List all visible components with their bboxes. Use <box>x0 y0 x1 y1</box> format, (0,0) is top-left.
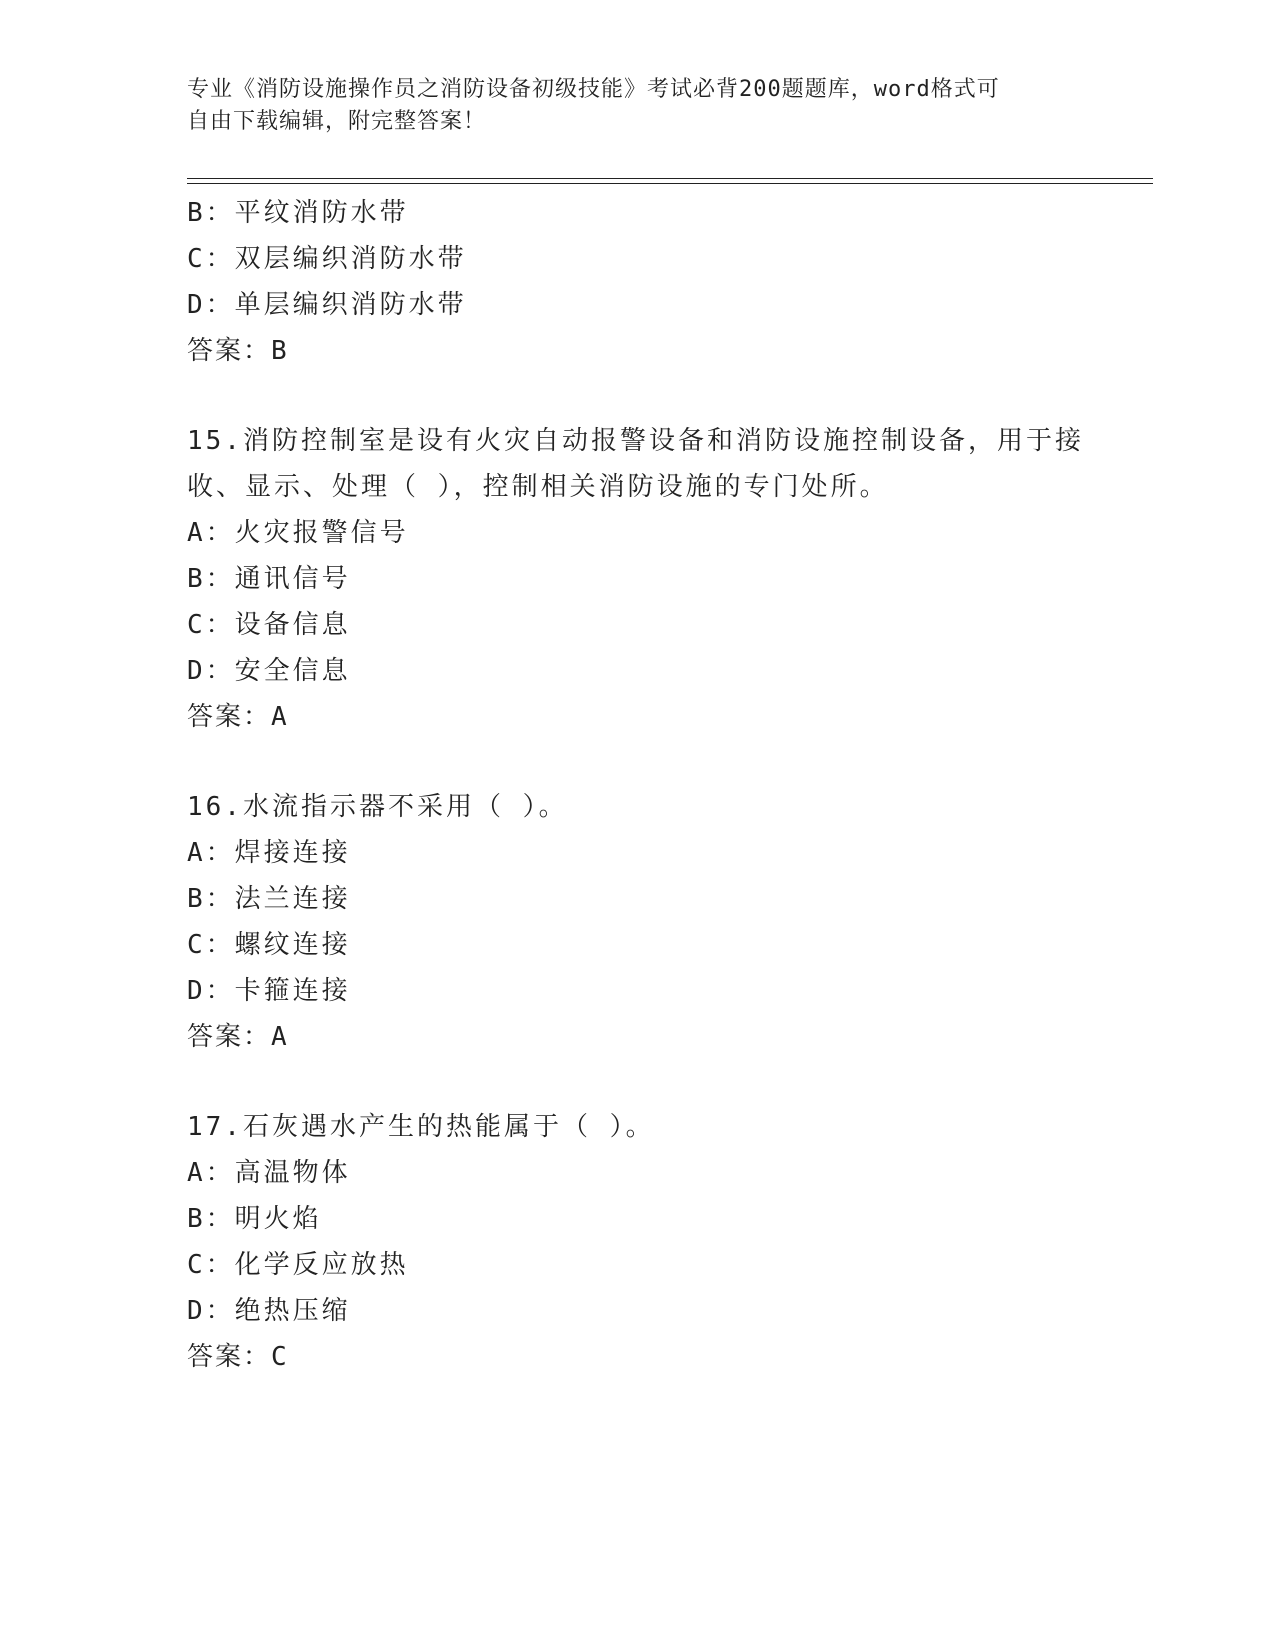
question-stem-line: 17.石灰遇水产生的热能属于（ ）。 <box>187 1112 655 1142</box>
option-c: C：化学反应放热 <box>187 1250 409 1280</box>
option-d: D：安全信息 <box>187 656 351 686</box>
option-c: C：双层编织消防水带 <box>187 244 467 274</box>
question-stem-line: 16.水流指示器不采用（ ）。 <box>187 792 568 822</box>
option-b: B：明火焰 <box>187 1204 322 1234</box>
question-block-15 <box>187 418 1087 740</box>
option-a: A：高温物体 <box>187 1158 351 1188</box>
answer-line: 答案：A <box>187 702 289 732</box>
header-divider-bottom <box>187 183 1153 184</box>
question-block-14 <box>187 190 1087 374</box>
question-block-16 <box>187 784 1087 1060</box>
answer-line: 答案：C <box>187 1342 289 1372</box>
header-divider-top <box>187 178 1153 179</box>
option-d: D：绝热压缩 <box>187 1296 351 1326</box>
answer-line: 答案：B <box>187 336 289 366</box>
question-stem <box>187 1104 1087 1150</box>
option-c: C：螺纹连接 <box>187 930 351 960</box>
option-a: A：火灾报警信号 <box>187 518 409 548</box>
question-list <box>187 190 1087 1380</box>
header-title-line-1: 专业《消防设施操作员之消防设备初级技能》考试必背200题题库，word格式可 <box>187 77 1000 102</box>
question-stem-line: 收、显示、处理（ ），控制相关消防设施的专门处所。 <box>187 472 889 502</box>
option-c: C：设备信息 <box>187 610 351 640</box>
answer-line: 答案：A <box>187 1022 289 1052</box>
question-stem-line: 15.消防控制室是设有火灾自动报警设备和消防设施控制设备，用于接 <box>187 426 1084 456</box>
option-b: B：通讯信号 <box>187 564 351 594</box>
option-a: A：焊接连接 <box>187 838 351 868</box>
option-b: B：法兰连接 <box>187 884 351 914</box>
question-block-17 <box>187 1104 1087 1380</box>
option-d: D：卡箍连接 <box>187 976 351 1006</box>
document-header <box>187 74 1067 138</box>
question-stem <box>187 784 1087 830</box>
header-title-line-2: 自由下载编辑，附完整答案！ <box>187 109 487 134</box>
question-stem <box>187 418 1087 510</box>
option-d: D：单层编织消防水带 <box>187 290 467 320</box>
option-b: B：平纹消防水带 <box>187 198 409 228</box>
